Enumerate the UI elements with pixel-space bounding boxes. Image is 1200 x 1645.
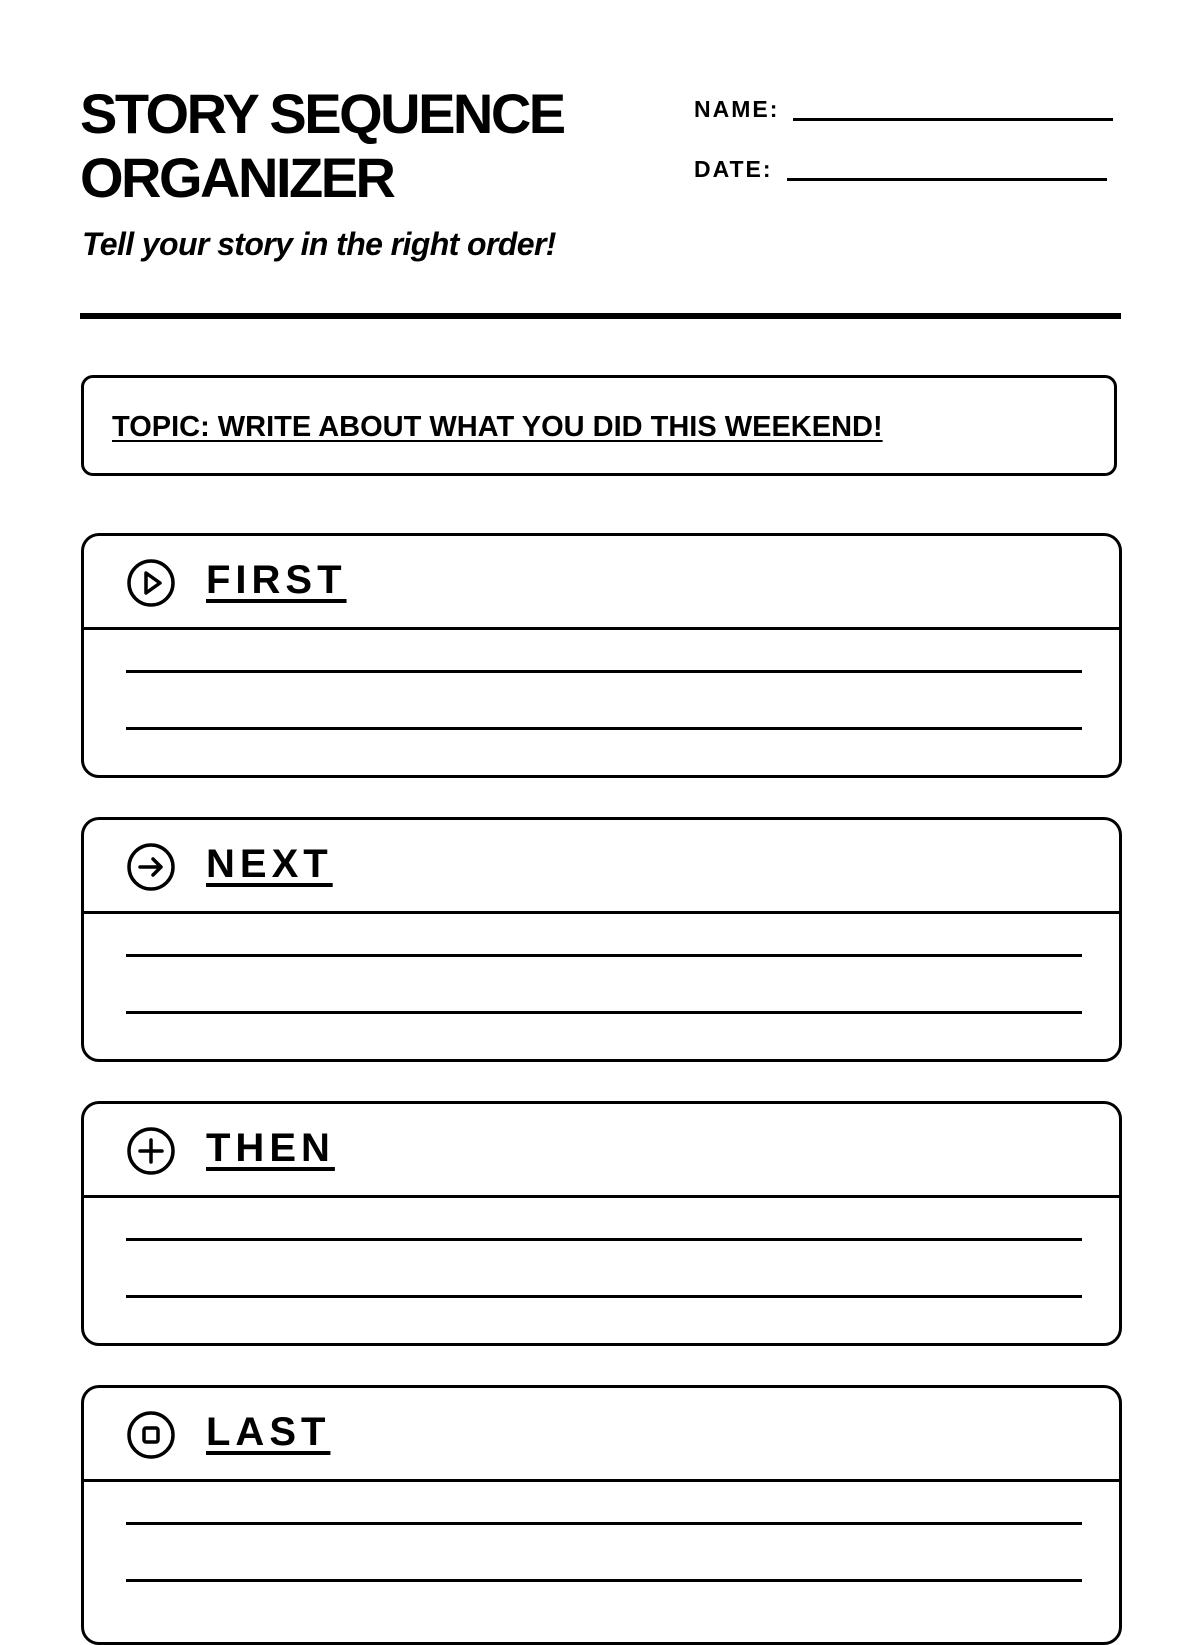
page-subtitle: Tell your story in the right order! <box>82 226 556 262</box>
name-label: NAME: <box>694 96 780 122</box>
writing-line[interactable] <box>126 1295 1082 1298</box>
section-next <box>81 817 1122 1062</box>
plus-circle-icon <box>126 1126 176 1176</box>
arrow-right-circle-icon <box>126 842 176 892</box>
topic-text: TOPIC: WRITE ABOUT WHAT YOU DID THIS WEEKEND! <box>112 411 883 443</box>
name-input-line[interactable] <box>793 118 1113 121</box>
writing-line[interactable] <box>126 727 1082 730</box>
section-last <box>81 1385 1122 1645</box>
date-field[interactable] <box>694 156 1107 183</box>
play-circle-icon <box>126 558 176 608</box>
name-field[interactable] <box>694 96 1113 123</box>
section-header <box>84 820 1119 914</box>
writing-line[interactable] <box>126 670 1082 673</box>
section-label: LAST <box>206 1410 331 1454</box>
title-line-2: ORGANIZER <box>80 146 394 209</box>
section-label: NEXT <box>206 842 333 886</box>
date-input-line[interactable] <box>787 178 1107 181</box>
writing-line[interactable] <box>126 1011 1082 1014</box>
writing-line[interactable] <box>126 1579 1082 1582</box>
section-label: FIRST <box>206 558 347 602</box>
section-then <box>81 1101 1122 1346</box>
section-first <box>81 533 1122 778</box>
stop-circle-icon <box>126 1410 176 1460</box>
title-line-1: STORY SEQUENCE <box>80 82 564 145</box>
header-divider <box>80 313 1121 319</box>
section-header <box>84 1388 1119 1482</box>
topic-box <box>81 375 1117 476</box>
date-label: DATE: <box>694 156 773 182</box>
section-label: THEN <box>206 1126 335 1170</box>
page-title <box>80 82 640 210</box>
writing-line[interactable] <box>126 1522 1082 1525</box>
section-header <box>84 1104 1119 1198</box>
section-header <box>84 536 1119 630</box>
writing-line[interactable] <box>126 954 1082 957</box>
writing-line[interactable] <box>126 1238 1082 1241</box>
